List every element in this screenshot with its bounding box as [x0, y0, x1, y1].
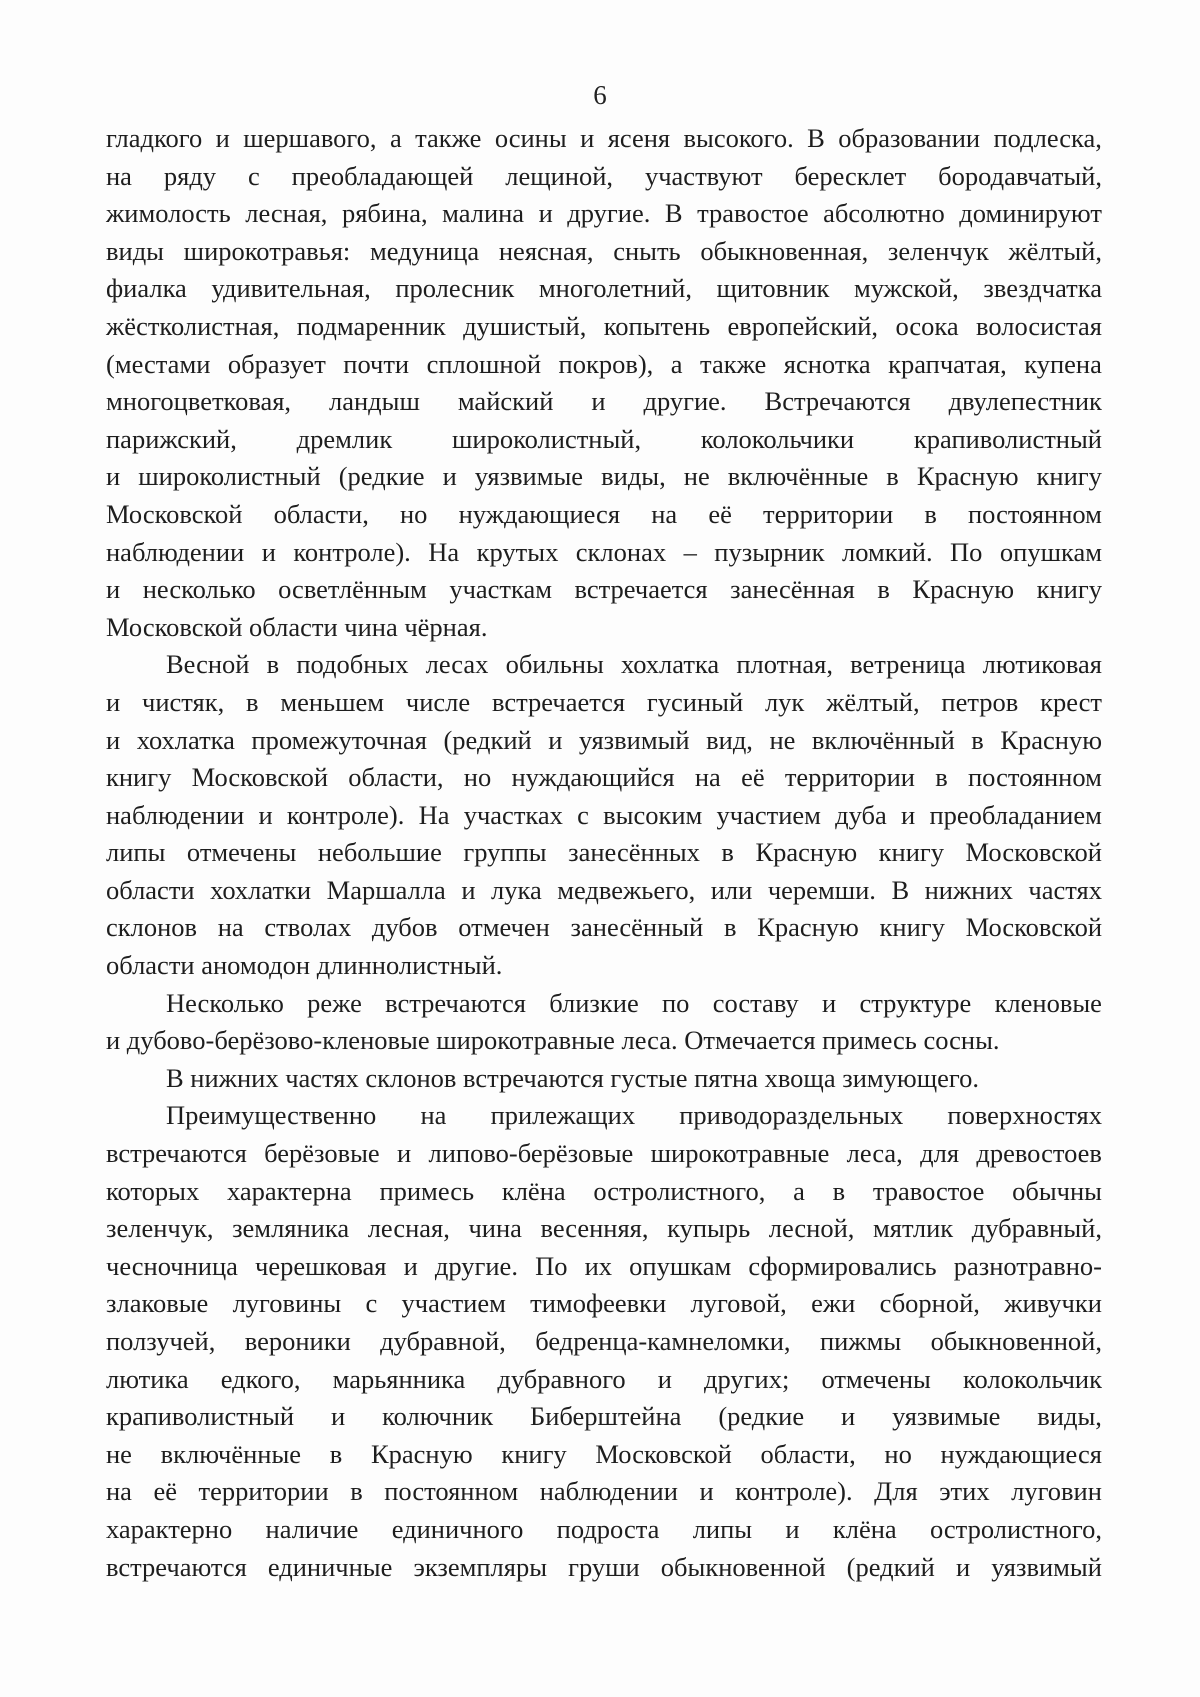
text-line: встречаются единичные экземпляры груши обыкновенной (редкий и уязвимый — [106, 1551, 1102, 1582]
text-line: наблюдении и контроле). На участках с высоким участием дуба и преобладанием — [106, 799, 1102, 830]
text-line: и дубово-берёзово-кленовые широкотравные леса. Отмечается примесь сосны. — [106, 1025, 1000, 1056]
text-line: злаковые луговины с участием тимофеевки луговой, ежи сборной, живучки — [106, 1288, 1102, 1319]
text-line: встречаются берёзовые и липово-берёзовые широкотравные леса, для древостоев — [106, 1138, 1102, 1169]
text-line: Преимущественно на прилежащих приводораздельных поверхностях — [166, 1100, 1102, 1131]
text-line: липы отмечены небольшие группы занесённых в Красную книгу Московской — [106, 837, 1102, 868]
text-line: Весной в подобных лесах обильны хохлатка плотная, ветреница лютиковая — [166, 649, 1102, 680]
text-line: В нижних частях склонов встречаются густые пятна хвоща зимующего. — [166, 1062, 979, 1093]
text-line: виды широкотравья: медуница неясная, сныть обыкновенная, зеленчук жёлтый, — [106, 235, 1102, 266]
document-body — [106, 120, 1102, 1586]
text-line: не включённые в Красную книгу Московской области, но нуждающиеся — [106, 1438, 1102, 1469]
text-line: многоцветковая, ландыш майский и другие. Встречаются двулепестник — [106, 386, 1102, 417]
text-line: жёстколистная, подмаренник душистый, копытень европейский, осока волосистая — [106, 310, 1102, 341]
text-line: Московской области, но нуждающиеся на её территории в постоянном — [106, 498, 1102, 529]
text-line: характерно наличие единичного подроста липы и клёна остролистного, — [106, 1513, 1102, 1544]
text-line: Московской области чина чёрная. — [106, 611, 488, 642]
text-line: чесночница черешковая и другие. По их опушкам сформировались разнотравно- — [106, 1250, 1102, 1281]
paragraph — [106, 1060, 1102, 1098]
text-line: и широколистный (редкие и уязвимые виды, не включённые в Красную книгу — [106, 461, 1102, 492]
text-line: книгу Московской области, но нуждающийся на её территории в постоянном — [106, 762, 1102, 793]
page-number: 6 — [593, 80, 607, 110]
text-line: гладкого и шершавого, а также осины и ясеня высокого. В образовании подлеска, — [106, 123, 1102, 153]
text-line: и чистяк, в меньшем числе встречается гусиный лук жёлтый, петров крест — [106, 686, 1102, 717]
paragraph — [106, 646, 1102, 984]
text-line: склонов на стволах дубов отмечен занесённый в Красную книгу Московской — [106, 912, 1102, 943]
text-line: (местами образует почти сплошной покров), а также яснотка крапчатая, купена — [106, 348, 1102, 379]
text-line: на её территории в постоянном наблюдении и контроле). Для этих луговин — [106, 1476, 1102, 1507]
text-line: и хохлатка промежуточная (редкий и уязвимый вид, не включённый в Красную — [106, 724, 1102, 755]
text-line: на ряду с преобладающей лещиной, участвуют бересклет бородавчатый, — [106, 160, 1102, 191]
paragraph — [106, 985, 1102, 1060]
text-line: фиалка удивительная, пролесник многолетний, щитовник мужской, звездчатка — [106, 273, 1102, 304]
text-line: области аномодон длиннолистный. — [106, 950, 503, 981]
text-line: наблюдении и контроле). На крутых склонах – пузырник ломкий. По опушкам — [106, 536, 1102, 567]
text-line: лютика едкого, марьянника дубравного и других; отмечены колокольчик — [106, 1363, 1102, 1394]
text-line: зеленчук, земляника лесная, чина весенняя, купырь лесной, мятлик дубравный, — [106, 1213, 1102, 1244]
text-line: ползучей, вероники дубравной, бедренца-камнеломки, пижмы обыкновенной, — [106, 1326, 1102, 1356]
text-line: крапиволистный и колючник Биберштейна (редкие и уязвимые виды, — [106, 1401, 1102, 1432]
text-line: Несколько реже встречаются близкие по составу и структуре кленовые — [166, 987, 1102, 1018]
paragraph — [106, 120, 1102, 646]
text-line: которых характерна примесь клёна остролистного, а в травостое обычны — [106, 1175, 1102, 1206]
text-line: и несколько осветлённым участкам встречается занесённая в Красную книгу — [106, 574, 1102, 605]
paragraph — [106, 1097, 1102, 1586]
text-line: области хохлатки Маршалла и лука медвежьего, или черемши. В нижних частях — [106, 874, 1102, 905]
text-line: жимолость лесная, рябина, малина и другие. В травостое абсолютно доминируют — [106, 198, 1102, 229]
text-line: парижский, дремлик широколистный, колокольчики крапиволистный — [106, 423, 1102, 454]
